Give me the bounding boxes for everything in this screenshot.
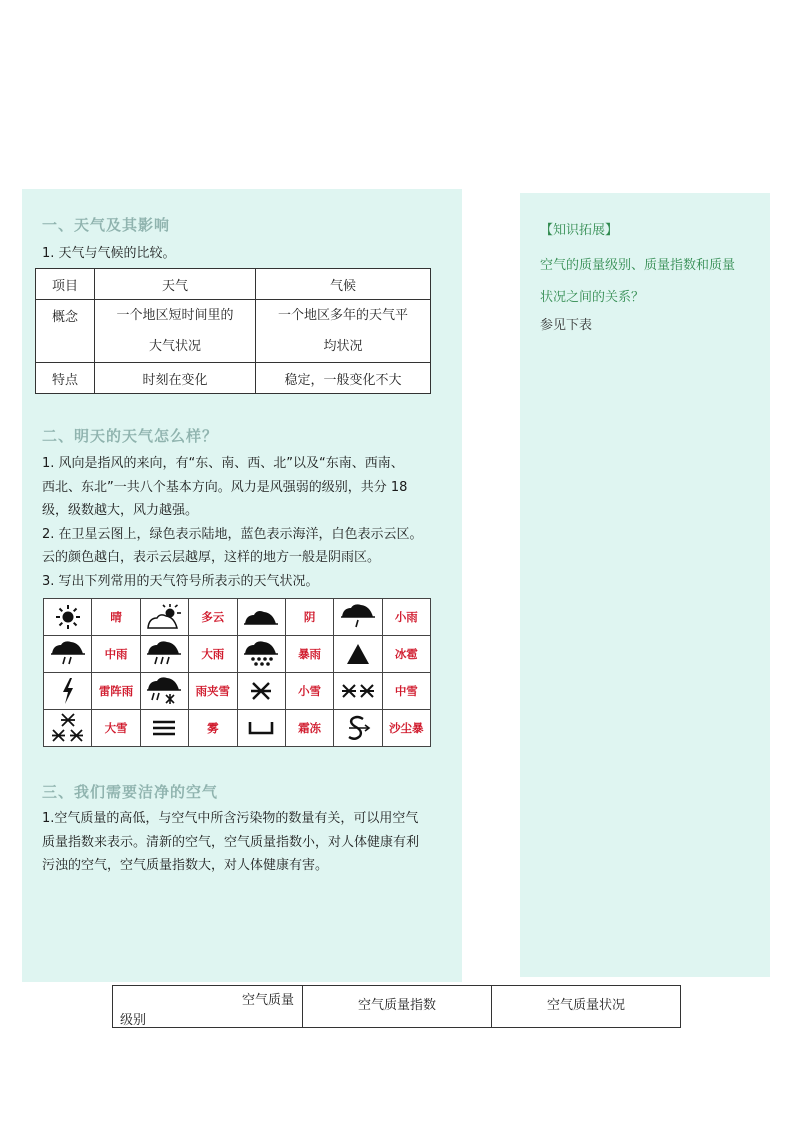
section3-paragraph <box>42 807 452 878</box>
light-snow-icon <box>237 673 285 710</box>
aqi-header-index: 空气质量指数 <box>303 986 492 1028</box>
text-line: 状况之间的关系？ <box>540 290 645 305</box>
symbol-label: 多云 <box>189 599 237 636</box>
symbol-label: 大雪 <box>92 710 140 747</box>
heavy-snow-icon <box>44 710 92 747</box>
section2-heading: 二、明天的天气怎么样？ <box>42 427 219 445</box>
text-line: 西北、东北”一共八个基本方向。风力是风强弱的级别，共分 18 <box>42 479 408 495</box>
symbol-label: 阴 <box>285 599 333 636</box>
symbol-label: 中雨 <box>92 636 140 673</box>
symbol-label: 晴 <box>92 599 140 636</box>
moderate-snow-icon <box>334 673 382 710</box>
section3-heading: 三、我们需要洁净的空气 <box>42 783 219 801</box>
hail-icon <box>334 636 382 673</box>
table-row-label: 概念 <box>36 300 95 363</box>
table-cell-line: 一个地区多年的天气平 <box>277 308 408 323</box>
section1-heading: 一、天气及其影响 <box>42 216 171 234</box>
table-cell: 时刻在变化 <box>95 363 256 394</box>
partly-cloudy-icon <box>140 599 188 636</box>
symbol-label: 雨夹雪 <box>189 673 237 710</box>
table-cell <box>256 300 431 363</box>
text-line: 3. 写出下列常用的天气符号所表示的天气状况。 <box>42 573 319 589</box>
symbol-label: 霜冻 <box>285 710 333 747</box>
symbol-label: 冰雹 <box>382 636 430 673</box>
table-header-weather: 天气 <box>95 269 256 300</box>
text-line: 质量指数来表示。清新的空气，空气质量指数小，对人体健康有利 <box>42 834 420 850</box>
text-line: 级，级数越大，风力越强。 <box>42 503 199 518</box>
fog-icon <box>140 710 188 747</box>
sidebar-title: 【知识拓展】 <box>540 223 619 238</box>
text-line: 污浊的空气，空气质量指数大，对人体健康有害。 <box>42 858 329 873</box>
symbol-label: 小雨 <box>382 599 430 636</box>
text-line: 1.空气质量的高低，与空气中所含污染物的数量有关，可以用空气 <box>42 811 419 826</box>
symbol-label: 雾 <box>189 710 237 747</box>
table-header-item: 项目 <box>36 269 95 300</box>
table-header-climate: 气候 <box>256 269 431 300</box>
heavy-rain-icon <box>140 636 188 673</box>
text-line: 2. 在卫星云图上，绿色表示陆地，蓝色表示海洋，白色表示云区。 <box>42 526 423 542</box>
table-cell-line: 一个地区短时间里的 <box>116 308 234 323</box>
symbol-label: 大雨 <box>189 636 237 673</box>
weather-symbol-table <box>43 598 431 747</box>
text-line: 空气的质量级别、质量指数和质量 <box>540 258 736 273</box>
aqi-header-level <box>113 986 303 1028</box>
text-line: 云的颜色越白，表示云层越厚，这样的地方一般是阴雨区。 <box>42 550 381 565</box>
symbol-label: 沙尘暴 <box>382 710 430 747</box>
symbol-label: 小雪 <box>285 673 333 710</box>
light-rain-icon <box>334 599 382 636</box>
symbol-label: 雷阵雨 <box>92 673 140 710</box>
aqi-table <box>112 985 681 1028</box>
sun-icon <box>44 599 92 636</box>
overcast-icon <box>237 599 285 636</box>
weather-climate-table <box>35 268 431 394</box>
thunderstorm-icon <box>44 673 92 710</box>
table-cell <box>95 300 256 363</box>
symbol-label: 暴雨 <box>285 636 333 673</box>
sidebar-note: 参见下表 <box>540 318 593 333</box>
aqi-header-status: 空气质量状况 <box>492 986 681 1028</box>
aqi-header-level-top: 空气质量 <box>241 993 294 1008</box>
sleet-icon <box>140 673 188 710</box>
sidebar-question <box>540 250 735 314</box>
symbol-label: 中雪 <box>382 673 430 710</box>
section2-paragraphs <box>42 452 452 593</box>
aqi-header-level-bottom: 级别 <box>120 1013 147 1028</box>
moderate-rain-icon <box>44 636 92 673</box>
text-line: 1. 风向是指风的来向，有“东、南、西、北”以及“东南、西南、 <box>42 456 404 471</box>
sandstorm-icon <box>334 710 382 747</box>
table-cell-line: 均状况 <box>323 339 363 354</box>
table-row-label: 特点 <box>36 363 95 394</box>
frost-icon <box>237 710 285 747</box>
rainstorm-icon <box>237 636 285 673</box>
section1-item1: 1. 天气与气候的比较。 <box>42 246 176 261</box>
table-cell: 稳定，一般变化不大 <box>256 363 431 394</box>
table-cell-line: 大气状况 <box>148 339 201 354</box>
